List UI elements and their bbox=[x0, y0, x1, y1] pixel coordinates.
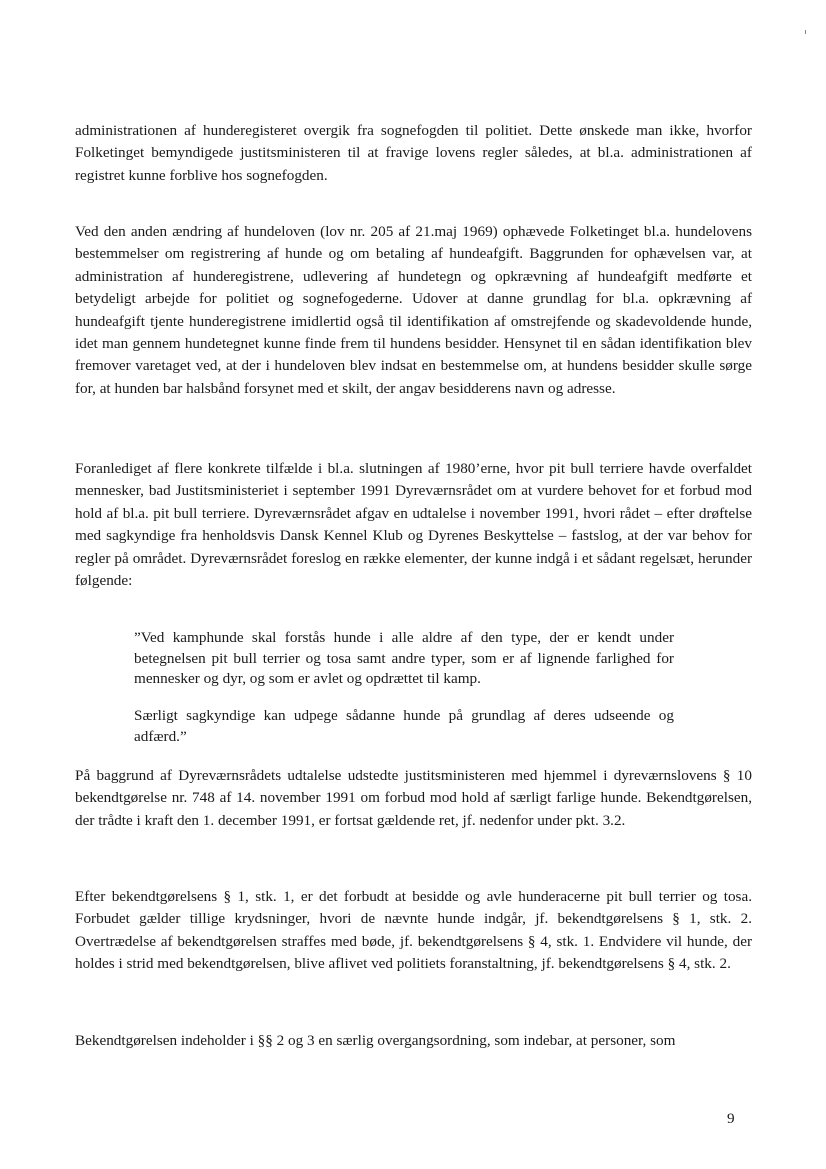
paragraph: Efter bekendtgørelsens § 1, stk. 1, er det forbudt at besidde og avle hunderacerne pit bull terrier og tosa. Forbudet gælder tillige krydsninger, hvori de nævnte hunde indgår, jf. bekendtgørelsens § 1, stk. 2. Overtrædelse af bekendtgørelsen straffes med bøde, jf. bekendtgørelsens § 4, stk. 1. Endvidere vil hunde, der holdes i strid med bekendtgørelsen, blive aflivet ved politiets foranstaltning, jf. bekendtgørelsens § 4, stk. 2. bbox=[75, 888, 752, 973]
paragraph: På baggrund af Dyreværnsrådets udtalelse udstedte justitsministeren med hjemmel i dyreværnslovens § 10 bekendtgørelse nr. 748 af 14. november 1991 om forbud mod hold af særligt farlige hunde. Bekendtgørelsen, der trådte i kraft den 1. december 1991, er fortsat gældende ret, jf. nedenfor under pkt. 3.2. bbox=[75, 767, 752, 829]
paragraph: administrationen af hunderegisteret overgik fra sognefogden til politiet. Dette ønskede man ikke, hvorfor Folketinget bemyndigede justitsministeren til at fravige lovens regler således, at bl.a. administrationen af registret kunne forblive hos sognefogden. bbox=[75, 122, 752, 184]
paragraph-4-block bbox=[75, 765, 752, 832]
paragraph: Ved den anden ændring af hundeloven (lov nr. 205 af 21.maj 1969) ophævede Folketinget bl.a. hundelovens bestemmelser om registrering af hunde og om betaling af hundeafgift. Baggrunden for ophævelsen var, at administration af hunderegistrene, udlevering af hundetegn og opkrævning af hundeafgift medførte et betydeligt arbejde for politiet og sognefogederne. Udover at danne grundlag for bl.a. opkrævning af hundeafgift tjente hunderegistrene imidlertid også til identifikation af omstrejfende og skadevoldende hunde, idet man gennem hundetegnet kunne finde frem til hundens besidder. Hensynet til en sådan identifikation blev fremover varetaget ved, at der i hundeloven blev indsat en bestemmelse om, at hundens besidder skulle sørge for, at hunden bar halsbånd forsynet med et skilt, der angav besidderens navn og adresse. bbox=[75, 223, 752, 397]
paragraph-6-block bbox=[75, 1030, 752, 1052]
scan-mark bbox=[805, 30, 806, 34]
quote-paragraph: Særligt sagkyndige kan udpege sådanne hunde på grundlag af deres udseende og adfærd.” bbox=[134, 707, 674, 745]
block-quote-2 bbox=[134, 706, 674, 747]
paragraph-1-block bbox=[75, 120, 752, 187]
paragraph: Foranlediget af flere konkrete tilfælde i bl.a. slutningen af 1980’erne, hvor pit bull terriere havde overfaldet mennesker, bad Justitsministeriet i september 1991 Dyreværnsrådet om at vurdere behovet for et forbud mod hold af bl.a. pit bull terriere. Dyreværnsrådet afgav en udtalelse i november 1991, hvori rådet – efter drøftelse med sagkyndige fra henholdsvis Dansk Kennel Klub og Dyrenes Beskyttelse – fastslog, at der var behov for regler på området. Dyreværnsrådet foreslog en række elementer, der kunne indgå i et sådant regelsæt, herunder følgende: bbox=[75, 460, 752, 590]
quote-paragraph: ”Ved kamphunde skal forstås hunde i alle aldre af den type, der er kendt under betegnelsen pit bull terrier og tosa samt andre typer, som er af lignende farlighed for mennesker og dyr, og som er avlet og opdrættet til kamp. bbox=[134, 629, 674, 687]
page-number: 9 bbox=[727, 1110, 735, 1127]
paragraph-2-block bbox=[75, 221, 752, 400]
block-quote-1 bbox=[134, 628, 674, 690]
paragraph-5-block bbox=[75, 886, 752, 976]
paragraph-3-block bbox=[75, 458, 752, 592]
paragraph: Bekendtgørelsen indeholder i §§ 2 og 3 en særlig overgangsordning, som indebar, at personer, som bbox=[75, 1032, 676, 1049]
